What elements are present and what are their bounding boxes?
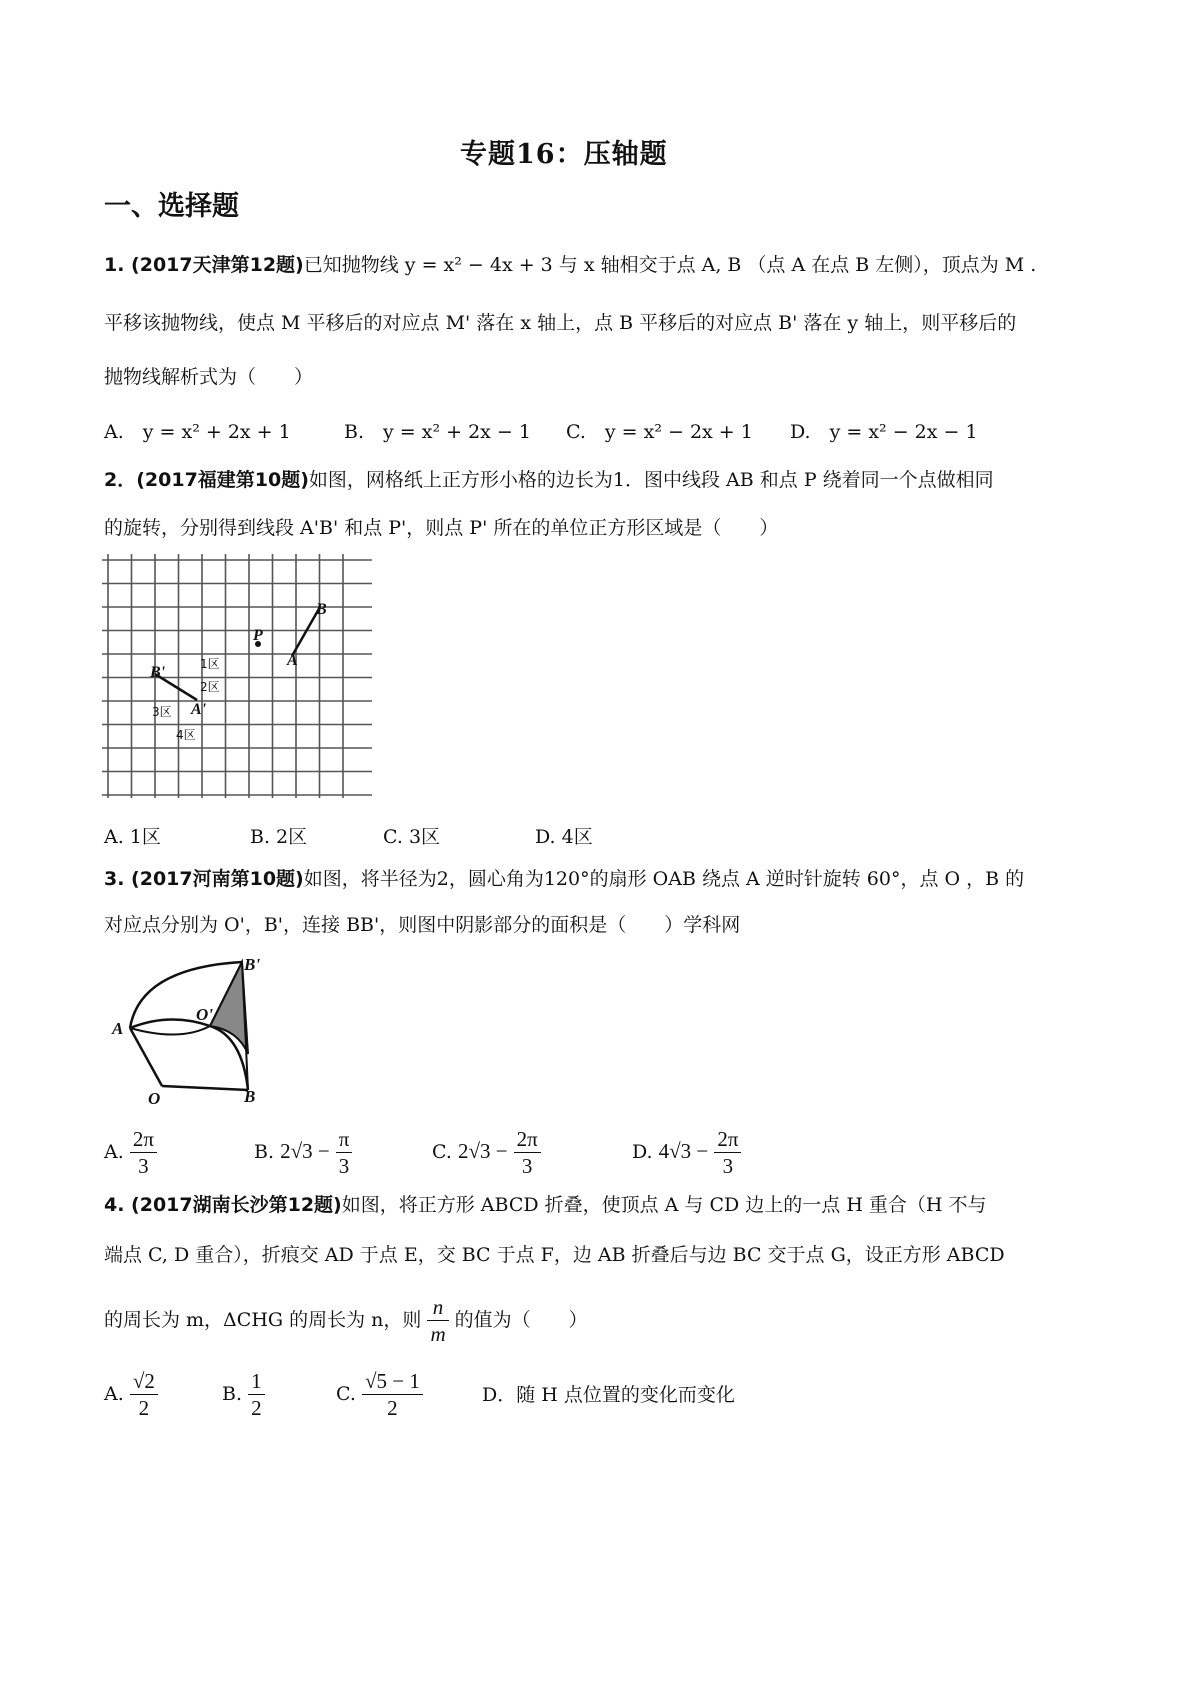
q2-grid-figure	[100, 552, 380, 802]
q3-line1	[104, 864, 1024, 894]
q4-line2: 端点 C, D 重合），折痕交 AD 于点 E，交 BC 于点 F，边 AB 折叠后与边 BC 交于点 G，设正方形 ABCD	[104, 1244, 1005, 1266]
q4-option-a: A. $\frac{√2}{2}$	[104, 1368, 158, 1422]
q4-text1: 如图，将正方形 ABCD 折叠，使顶点 A 与 CD 边上的一点 H 重合（H 不与	[341, 1194, 987, 1216]
region-2-label: 2区	[200, 680, 220, 694]
q2-option-a: A. 1区	[104, 826, 161, 848]
q1-line3: 抛物线解析式为（ ）	[104, 366, 314, 388]
region-3-label: 3区	[152, 705, 172, 719]
q3-option-b: B. 2√3 − $\frac{\pi}{3}$	[254, 1126, 352, 1180]
label-b-prime: B'	[244, 955, 261, 974]
q4-option-b: B. $\frac{1}{2}$	[222, 1368, 265, 1422]
segment-o-b	[162, 1086, 248, 1090]
q1-line1	[104, 250, 1036, 280]
q3-option-d: D. 4√3 − $\frac{2\pi}{3}$	[632, 1126, 741, 1180]
label-b-prime: B'	[150, 664, 166, 681]
q2-line1	[104, 465, 994, 495]
page-title: 专题16：压轴题	[460, 139, 668, 170]
q2-text1: 如图，网格纸上正方形小格的边长为1．图中线段 AB 和点 P 绕着同一个点做相同	[308, 469, 994, 491]
q3-line2: 对应点分别为 O'，B'，连接 BB'，则图中阴影部分的面积是（ ）学科网	[104, 914, 741, 936]
label-a: A	[287, 652, 298, 669]
q1-option-a: A. y = x² + 2x + 1	[104, 421, 291, 443]
q4-line3: 的周长为 m，ΔCHG 的周长为 n，则 $\frac{n}{m}$ 的值为（ ）	[104, 1295, 588, 1347]
q1-source: 1. (2017天津第12题)	[104, 254, 304, 276]
q4-option-d: D．随 H 点位置的变化而变化	[482, 1384, 735, 1406]
q4-line1	[104, 1190, 987, 1220]
label-o-prime: O'	[196, 1005, 213, 1024]
segment-a-o	[130, 1028, 162, 1086]
q1-option-d: D. y = x² − 2x − 1	[790, 421, 978, 443]
q2-option-c: C. 3区	[383, 826, 441, 848]
region-4-label: 4区	[176, 728, 196, 742]
label-a: A	[112, 1019, 124, 1038]
q3-source: 3. (2017河南第10题)	[104, 868, 304, 890]
q1-text1: 已知抛物线 y = x² − 4x + 3 与 x 轴相交于点 A, B （点 A 在点 B 左侧），顶点为 M .	[303, 254, 1037, 276]
label-b: B	[244, 1087, 256, 1106]
q3-text1: 如图，将半径为2，圆心角为120°的扇形 OAB 绕点 A 逆时针旋转 60°，点 O ，B 的	[303, 868, 1025, 890]
q2-source: 2．(2017福建第10题)	[104, 469, 309, 491]
q2-line2: 的旋转，分别得到线段 A'B' 和点 P'，则点 P' 所在的单位正方形区域是（ ）	[104, 517, 779, 539]
arc-inner	[130, 1026, 210, 1035]
label-a-prime: A'	[191, 701, 207, 718]
q1-option-b: B. y = x² + 2x − 1	[344, 421, 531, 443]
label-b: B	[316, 601, 327, 618]
q4-option-c: C. $\frac{√5 - 1}{2}$	[336, 1368, 423, 1422]
label-p: P	[253, 627, 263, 644]
q1-line2: 平移该抛物线，使点 M 平移后的对应点 M' 落在 x 轴上，点 B 平移后的对应点 B' 落在 y 轴上，则平移后的	[104, 312, 1017, 334]
q2-option-b: B. 2区	[250, 826, 308, 848]
q3-option-c: C. 2√3 − $\frac{2\pi}{3}$	[432, 1126, 541, 1180]
q3-option-a: A. $\frac{2\pi}{3}$	[104, 1126, 157, 1180]
label-o: O	[148, 1089, 161, 1108]
q2-option-d: D. 4区	[535, 826, 593, 848]
region-1-label: 1区	[200, 657, 220, 671]
q1-option-c: C. y = x² − 2x + 1	[566, 421, 753, 443]
q3-sector-figure	[100, 950, 270, 1110]
q4-source: 4. (2017湖南长沙第12题)	[104, 1194, 342, 1216]
section-heading: 一、选择题	[104, 191, 239, 222]
